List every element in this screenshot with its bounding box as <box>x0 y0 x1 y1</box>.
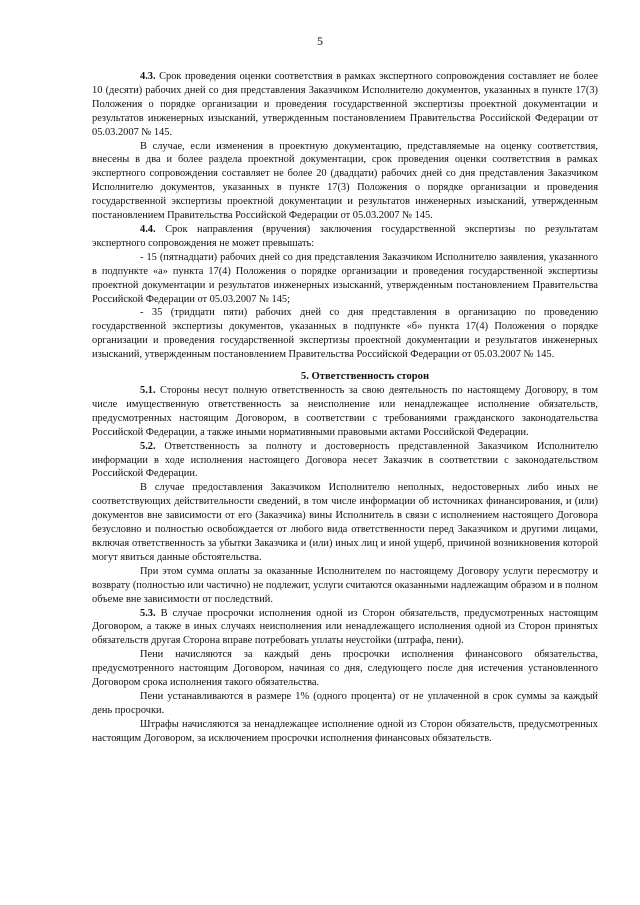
clause-5-2-paragraph-3: При этом сумма оплаты за оказанные Исполнителем по настоящему Договору услуги пересмотру и возврату (полностью или частично) не подлежит, услуги считаются оказанными надлежащим образом и в полном объеме вне зависимости от последствий. <box>92 565 598 605</box>
clause-4-4 <box>92 223 598 251</box>
clause-text: Срок проведения оценки соответствия в рамках экспертного сопровождения составляет не более 10 (десяти) рабочих дней со дня представления Заказчиком Исполнителю документов, указанных в пункте 17(3) Положения о порядке организации и проведения государственной экспертизы проектной документации и результатов инженерных изысканий, утвержденным постановлением Правительства Российской Федерации от 05.03.2007 № 145. <box>92 71 598 138</box>
clause-4-4-item-2: - 35 (тридцати пяти) рабочих дней со дня представления в организацию по проведению государственной экспертизы документов, указанных в подпункте «б» пункта 17(4) Положения о порядке организации и проведения государственной экспертизы проектной документации и результатов инженерных изысканий, утвержденным постановлением Правительства Российской Федерации от 05.03.2007 № 145. <box>92 307 598 361</box>
clause-number: 5.2. <box>140 440 156 452</box>
clause-text: Срок направления (вручения) заключения государственной экспертизы по результатам экспертного сопровождения не может превышать: <box>92 223 598 249</box>
clause-5-3-paragraph-3: Пени устанавливаются в размере 1% (одного процента) от не уплаченной в срок суммы за каждый день просрочки. <box>92 690 598 716</box>
clause-number: 5.1. <box>140 385 156 397</box>
clause-text: Стороны несут полную ответственность за свою деятельность по настоящему Договору, в том числе имущественную ответственность за неисполнение или ненадлежащее исполнение обязательств, предусмотренных настоящим Договором, в соответствии с требованиями гражданского законодательства Российской Федерации, а также иными нормативными правовыми актами Российской Федерации. <box>92 385 598 438</box>
clause-5-1 <box>92 384 598 440</box>
clause-number: 4.4. <box>140 223 156 235</box>
clause-text: В случае просрочки исполнения одной из Сторон обязательств, предусмотренных настоящим Договором, а также в иных случаях неисполнения или ненадлежащего исполнения одной из Сторон принятых обязательств другая Сторона вправе потребовать уплаты неустойки (штрафа, пени). <box>92 607 598 647</box>
clause-5-3 <box>92 607 598 649</box>
clause-number: 4.3. <box>140 71 156 82</box>
clause-4-3-paragraph-2: В случае, если изменения в проектную документацию, представляемые на оценку соответствия, внесены в два и более раздела проектной документации, срок проведения оценки соответствия в рамках экспертного сопровождения составляет не более 20 (двадцати) рабочих дней со дня представления Заказчиком Исполнителю документов, указанных в пункте 17(3) Положения о порядке организации и проведения государственной экспертизы проектной документации и результатов инженерных изысканий, утвержденным постановлением Правительства Российской Федерации от 05.03.2007 № 145. <box>92 140 598 222</box>
clause-number: 5.3. <box>140 607 156 619</box>
clause-5-3-paragraph-2: Пени начисляются за каждый день просрочки исполнения финансового обязательства, предусмотренного настоящим Договором, начиная со дня, следующего после дня истечения установленного Договором срока исполнения такого обязательства. <box>92 649 598 689</box>
clause-text: Ответственность за полноту и достоверность представленной Заказчиком Исполнителю информации в ходе исполнения настоящего Договора несет Заказчик в соответствии с законодательством Российской Федерации. <box>92 440 598 480</box>
clause-5-2-paragraph-2: В случае предоставления Заказчиком Исполнителю неполных, недостоверных либо иных не соответствующих действительности сведений, в том числе информации об источниках финансирования, и (или) документов вне зависимости от его (Заказчика) вины Исполнитель в связи с исполнением настоящего Договора безусловно и полностью освобождается от любого вида ответственности перед Заказчиком и другими лицами, включая ответственность за убытки Заказчика и (или) иных лиц и иной ущерб, причиной возникновения которой могут явиться данные обстоятельства. <box>92 482 598 563</box>
section-gap <box>92 362 598 370</box>
clause-4-4-item-1: - 15 (пятнадцати) рабочих дней со дня представления Заказчиком Исполнителю заявления, указанного в подпункте «а» пункта 17(4) Положения о порядке организации и проведения государственной экспертизы проектной документации и результатов инженерных изысканий, утвержденным постановлением Правительства Российской Федерации от 05.03.2007 № 145; <box>92 251 598 305</box>
clause-5-2 <box>92 440 598 482</box>
clause-4-3 <box>92 70 598 140</box>
document-body <box>92 70 598 746</box>
clause-5-3-paragraph-4: Штрафы начисляются за ненадлежащее исполнение одной из Сторон обязательств, предусмотренных настоящим Договором, за исключением просрочки исполнения финансовых обязательств. <box>92 718 598 744</box>
page-number: 5 <box>317 34 323 48</box>
section-title: 5. Ответственность сторон <box>300 371 430 383</box>
